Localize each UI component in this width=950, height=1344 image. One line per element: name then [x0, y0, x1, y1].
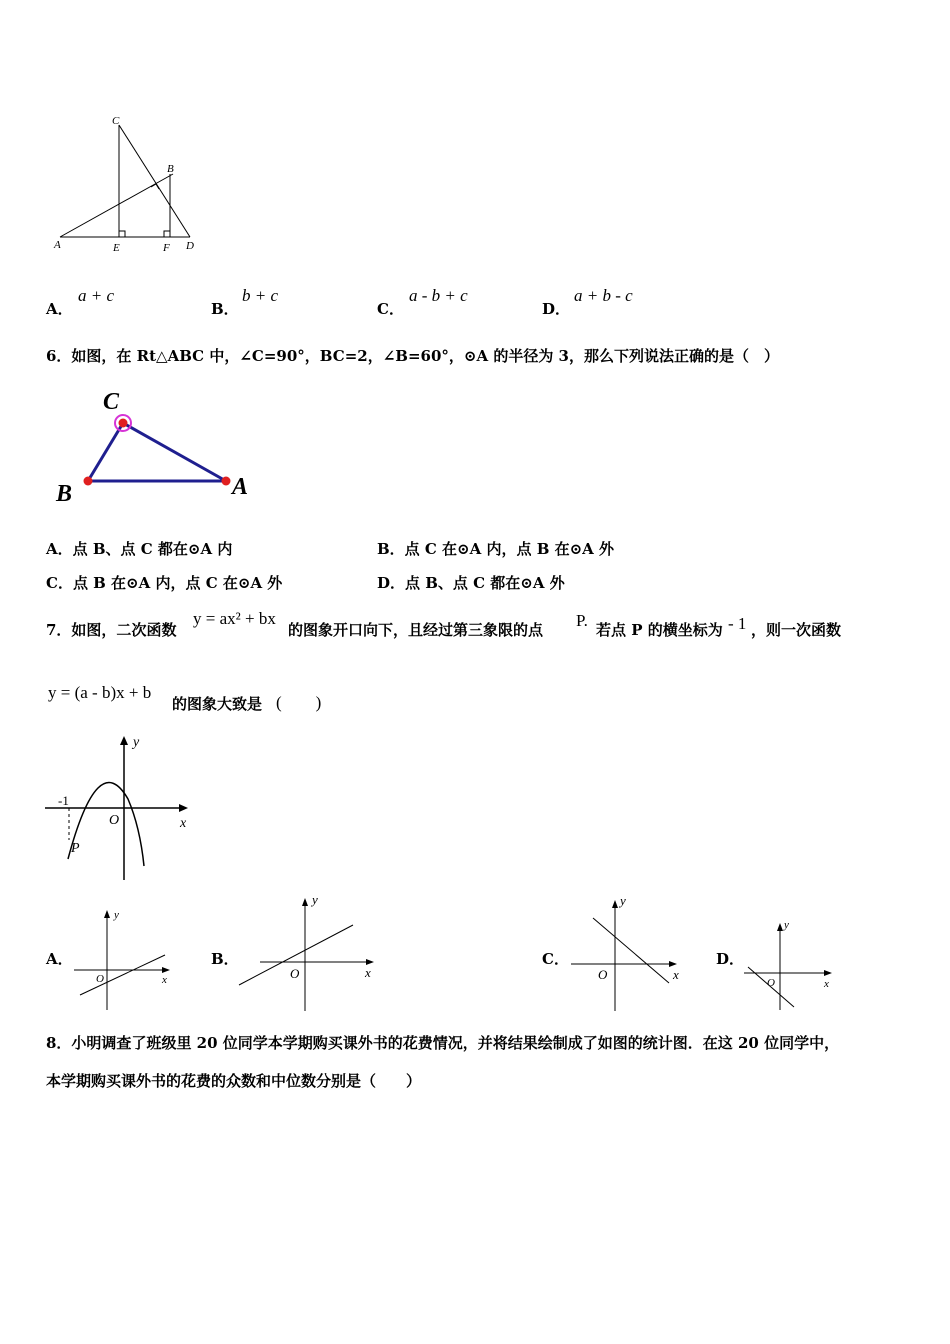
q7-paren: ( )	[276, 693, 322, 712]
q7-fig-label-neg1: -1	[58, 793, 69, 808]
q7-option-a-label: A．	[46, 950, 73, 968]
q7-fig-label-O: O	[109, 813, 120, 828]
q5-option-a-label: A．	[46, 300, 73, 318]
q6-label-B: B	[56, 481, 73, 507]
q7-option-c-label: C．	[542, 950, 569, 968]
q5-label-D: D	[186, 240, 194, 252]
q7-a-label-x: x	[162, 974, 167, 986]
q8-line2: 本学期购买课外书的花费的众数和中位数分别是（ ）	[46, 1072, 422, 1090]
q5-option-a-math: a + c	[78, 286, 115, 305]
q7-option-b-label: B．	[211, 950, 239, 968]
q7-stem-part3: 若点 P 的横坐标为	[596, 621, 723, 639]
q7-stem-part4: ，则一次函数	[751, 621, 842, 639]
q7-option-c-graph[interactable]	[565, 890, 690, 1015]
q7-func2: y = (a - b)x + b	[48, 683, 152, 702]
q7-c-label-y: y	[620, 893, 626, 908]
q5-label-B: B	[167, 163, 174, 175]
q7-d-label-O: O	[767, 977, 775, 989]
q7-fig-label-x: x	[180, 816, 187, 831]
q5-label-F: F	[163, 242, 170, 254]
q7-option-d-graph[interactable]	[740, 915, 840, 1015]
q5-label-E: E	[113, 242, 120, 254]
q5-label-A: A	[54, 239, 61, 251]
q6-stem: 6．如图，在 Rt△ABC 中，∠C=90°，BC=2，∠B=60°，⊙A 的半径为 3，那么下列说法正确的是（ ）	[46, 347, 779, 365]
q7-d-label-x: x	[824, 978, 829, 990]
q5-option-c-math: a - b + c	[409, 286, 468, 305]
q6-figure	[50, 385, 265, 510]
q7-stem-part5: 的图象大致是	[172, 695, 263, 713]
q7-c-label-O: O	[598, 967, 608, 982]
q5-option-c-label: C．	[377, 300, 404, 318]
q5-option-d-math: a + b - c	[574, 286, 633, 305]
q7-b-label-x: x	[365, 965, 371, 980]
q7-point: P.	[576, 611, 588, 630]
q7-stem-part1: 7．如图，二次函数	[46, 621, 177, 639]
q7-a-label-O: O	[96, 973, 104, 985]
q7-value: - 1	[728, 614, 747, 633]
q7-option-b-graph[interactable]	[235, 890, 380, 1015]
q7-a-label-y: y	[114, 909, 119, 921]
q7-d-label-y: y	[784, 919, 789, 931]
q6-option-b: B．点 C 在⊙A 内，点 B 在⊙A 外	[377, 540, 615, 558]
q7-fig-label-P: P	[71, 841, 80, 856]
q7-b-label-y: y	[312, 892, 318, 907]
q7-func1: y = ax² + bx	[193, 609, 276, 628]
q7-figure	[40, 732, 200, 884]
q6-option-d: D．点 B、点 C 都在⊙A 外	[377, 574, 565, 592]
q8-line1: 8．小明调查了班级里 20 位同学本学期购买课外书的花费情况，并将结果绘制成了如图的统计图．在这 20 位同学中，	[46, 1034, 840, 1052]
q5-option-b-label: B．	[211, 300, 239, 318]
q6-label-A: A	[232, 474, 249, 500]
q7-c-label-x: x	[673, 967, 679, 982]
q5-label-C: C	[112, 115, 120, 127]
q6-label-C: C	[103, 389, 120, 415]
q5-option-d-label: D．	[542, 300, 571, 318]
q7-stem-part2: 的图象开口向下，且经过第三象限的点	[288, 621, 544, 639]
q7-option-a-graph[interactable]	[70, 905, 180, 1015]
q7-b-label-O: O	[290, 966, 300, 981]
q7-fig-label-y: y	[133, 735, 140, 750]
q6-option-c: C．点 B 在⊙A 内，点 C 在⊙A 外	[46, 574, 283, 592]
q5-figure	[50, 110, 210, 260]
q7-option-d-label: D．	[716, 950, 745, 968]
q6-option-a: A．点 B、点 C 都在⊙A 内	[46, 540, 233, 558]
q5-option-b-math: b + c	[242, 286, 279, 305]
